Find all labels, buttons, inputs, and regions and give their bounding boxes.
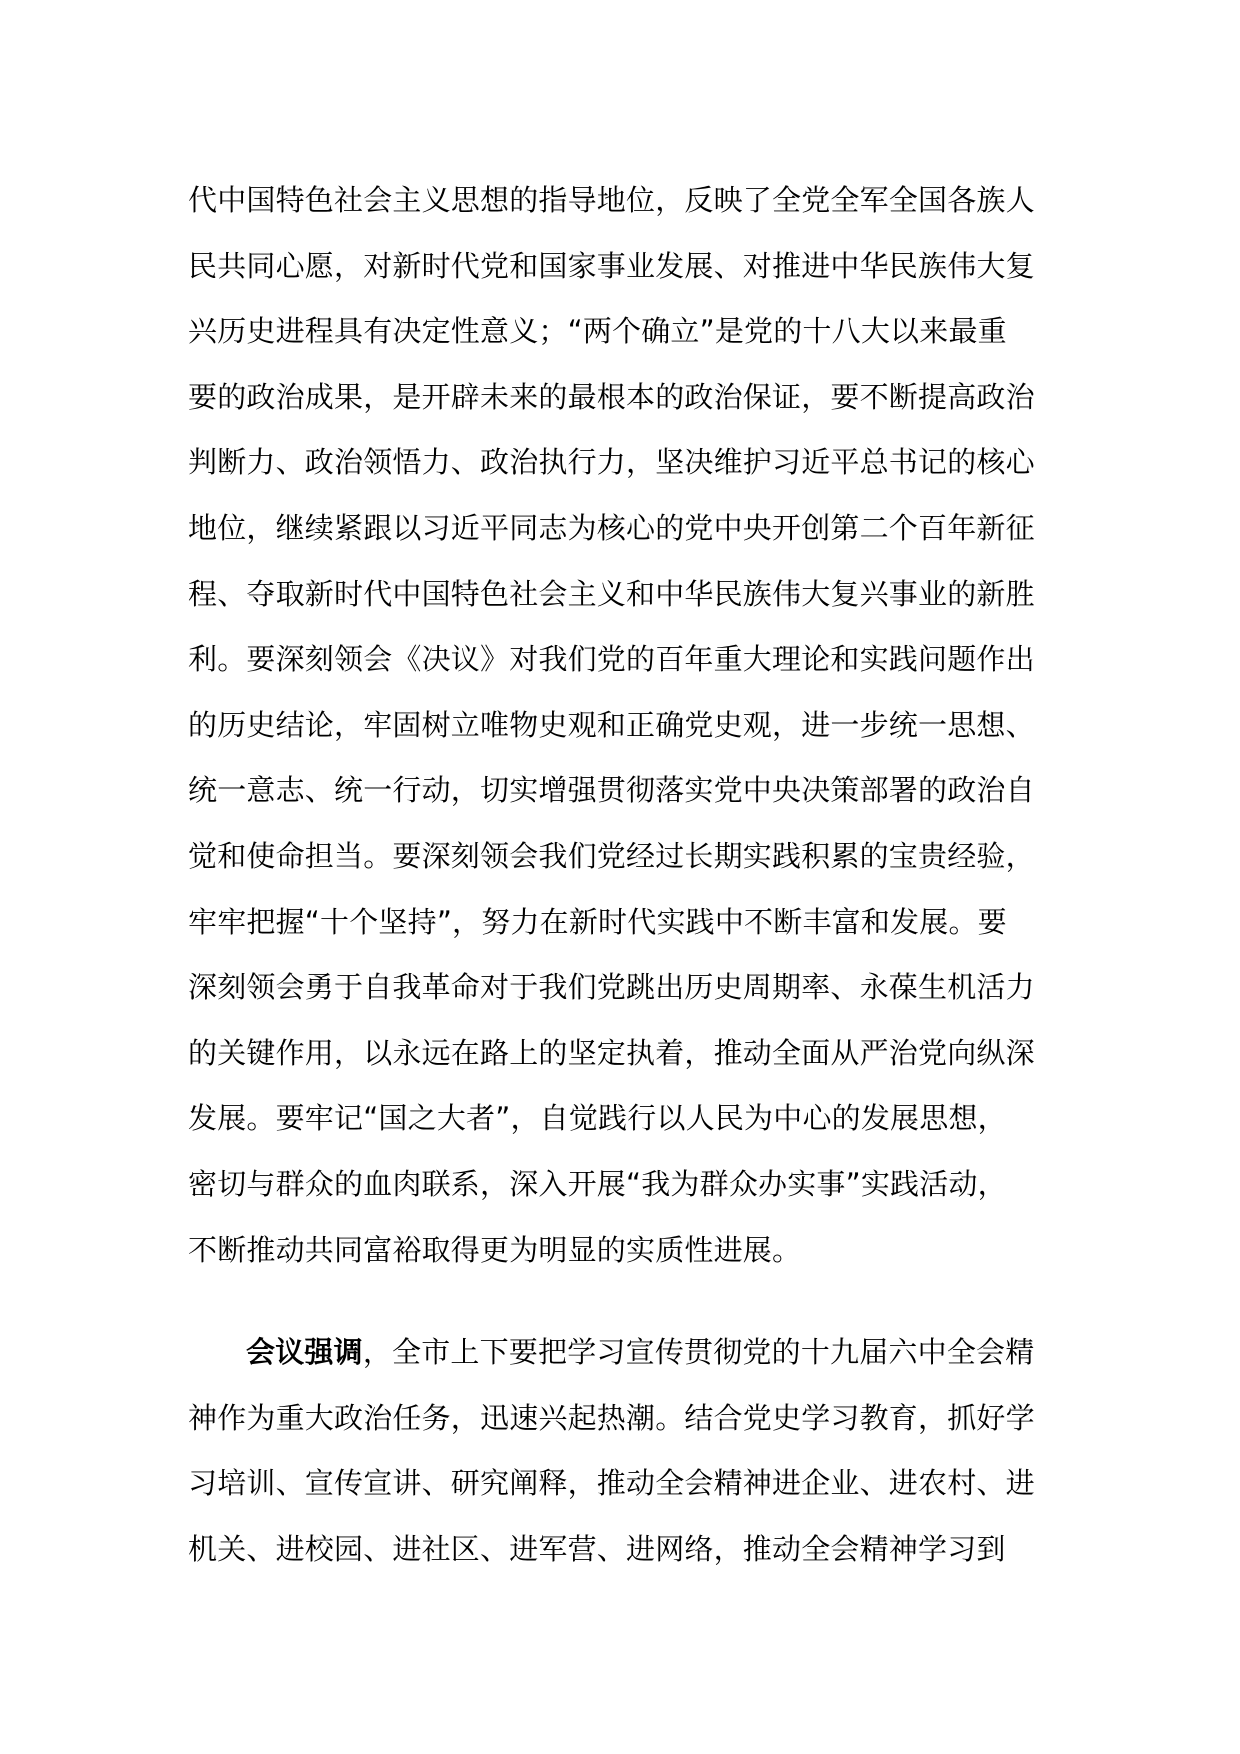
paragraph-line: 密切与群众的血肉联系，深入开展“我为群众办实事”实践活动，	[188, 1166, 1007, 1201]
paragraph-line: 民共同心愿，对新时代党和国家事业发展、对推进中华民族伟大复	[188, 248, 1035, 283]
paragraph-line: 习培训、宣传宣讲、研究阐释，推动全会精神进企业、进农村、进	[188, 1466, 1035, 1501]
paragraph-line: 牢牢把握“十个坚持”，努力在新时代实践中不断丰富和发展。要	[188, 904, 1007, 939]
paragraph-line: 深刻领会勇于自我革命对于我们党跳出历史周期率、永葆生机活力	[188, 970, 1035, 1005]
paragraph-lead-phrase: 会议强调	[246, 1335, 363, 1369]
paragraph-first-line	[188, 1320, 1068, 1386]
paragraph-1	[188, 168, 1068, 1283]
paragraph-line: 的历史结论，牢固树立唯物史观和正确党史观，进一步统一思想、	[188, 707, 1035, 742]
paragraph-line: 发展。要牢记“国之大者”，自觉践行以人民为中心的发展思想，	[188, 1101, 1007, 1136]
paragraph-line: 程、夺取新时代中国特色社会主义和中华民族伟大复兴事业的新胜	[188, 576, 1035, 611]
paragraph-line: 觉和使命担当。要深刻领会我们党经过长期实践积累的宝贵经验，	[188, 838, 1035, 873]
paragraph-line: 要的政治成果，是开辟未来的最根本的政治保证，要不断提高政治	[188, 379, 1035, 414]
paragraph-2	[188, 1320, 1068, 1582]
paragraph-line: 利。要深刻领会《决议》对我们党的百年重大理论和实践问题作出	[188, 642, 1035, 677]
paragraph-line: 判断力、政治领悟力、政治执行力，坚决维护习近平总书记的核心	[188, 445, 1035, 480]
paragraph-line: 地位，继续紧跟以习近平同志为核心的党中央开创第二个百年新征	[188, 510, 1035, 545]
paragraph-line: 统一意志、统一行动，切实增强贯彻落实党中央决策部署的政治自	[188, 773, 1035, 808]
paragraph-line: 不断推动共同富裕取得更为明显的实质性进展。	[188, 1232, 802, 1267]
paragraph-first-line-rest: ，全市上下要把学习宣传贯彻党的十九届六中全会精	[362, 1335, 1035, 1369]
paragraph-line: 的关键作用，以永远在路上的坚定执着，推动全面从严治党向纵深	[188, 1035, 1035, 1070]
paragraph-line: 神作为重大政治任务，迅速兴起热潮。结合党史学习教育，抓好学	[188, 1400, 1035, 1435]
paragraph-line: 兴历史进程具有决定性意义；“两个确立”是党的十八大以来最重	[188, 314, 1007, 349]
paragraph-line: 机关、进校园、进社区、进军营、进网络，推动全会精神学习到	[188, 1531, 1006, 1566]
paragraph-line: 代中国特色社会主义思想的指导地位，反映了全党全军全国各族人	[188, 183, 1035, 217]
